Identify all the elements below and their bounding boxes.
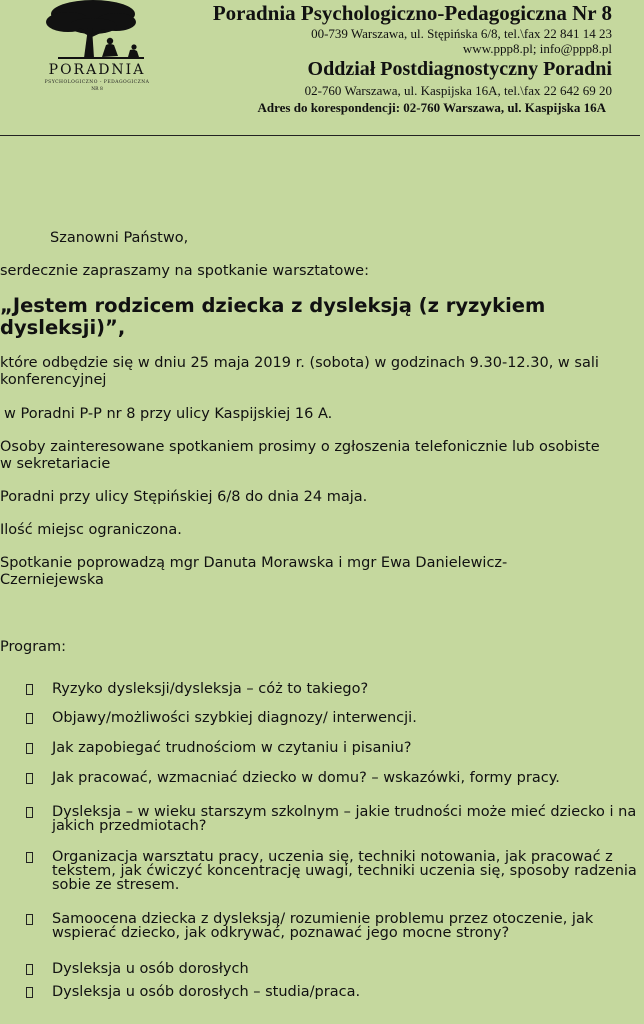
missing-glyph-box-icon	[26, 773, 33, 784]
program-item-text: Samoocena dziecka z dysleksją/ rozumienie problemu przez otoczenie, jak wspierać dziecko, jak odkrywać, poznawać jego mocne strony?	[52, 911, 594, 941]
program-item-text: Dysleksja – w wieku starszym szkolnym – jakie trudności może mieć dziecko i na jakich przedmiotach?	[52, 804, 637, 834]
program-item-text: Objawy/możliwości szybkiej diagnozy/ interwencji.	[52, 710, 417, 726]
program-item-text: Jak zapobiegać trudnościom w czytaniu i pisaniu?	[52, 740, 412, 756]
institution-address: 00-739 Warszawa, ul. Stępińska 6/8, tel.\fax 22 841 14 23	[311, 26, 612, 41]
logo-wordmark: PORADNIA	[48, 62, 146, 78]
department-address: 02-760 Warszawa, ul. Kaspijska 16A, tel.\fax 22 642 69 20	[304, 83, 612, 98]
program-item-text: Organizacja warsztatu pracy, uczenia się, techniki notowania, jak pracować z tekstem, jak ćwiczyć koncentrację uwagi, techniki uczenia się, sposoby radzenia sobie ze stresem.	[52, 849, 637, 893]
missing-glyph-box-icon	[26, 684, 33, 695]
workshop-location: w Poradni P-P nr 8 przy ulicy Kaspijskiej 16 A.	[4, 406, 333, 422]
logo-subtitle: PSYCHOLOGICZNO - PEDAGOGICZNA	[44, 80, 150, 85]
program-item-text: Ryzyko dysleksji/dysleksja – cóż to takiego?	[52, 681, 369, 697]
missing-glyph-box-icon	[26, 852, 33, 863]
missing-glyph-box-icon	[26, 914, 33, 925]
department-name: Oddział Postdiagnostyczny Poradni	[307, 58, 612, 80]
header-divider	[0, 135, 640, 136]
invitation-line: serdecznie zapraszamy na spotkanie warsztatowe:	[0, 263, 369, 279]
tree-logo-icon	[38, 0, 156, 62]
seat-limit-note: Ilość miejsc ograniczona.	[0, 522, 182, 538]
missing-glyph-box-icon	[26, 964, 33, 975]
program-item-text: Jak pracować, wzmacniać dziecko w domu? – wskazówki, formy pracy.	[52, 770, 560, 786]
program-item-text: Dysleksja u osób dorosłych – studia/praca.	[52, 984, 361, 1000]
missing-glyph-box-icon	[26, 743, 33, 754]
letterhead	[0, 0, 644, 140]
institution-name: Poradnia Psychologiczno-Pedagogiczna Nr 8	[212, 1, 612, 25]
greeting: Szanowni Państwo,	[50, 230, 189, 246]
missing-glyph-box-icon	[26, 987, 33, 998]
program-label: Program:	[0, 639, 67, 655]
registration-deadline: Poradni przy ulicy Stępińskiej 6/8 do dnia 24 maja.	[0, 489, 368, 505]
registration-info: Osoby zainteresowane spotkaniem prosimy o zgłoszenia telefonicznie lub osobiste w sekretariacie	[0, 439, 600, 472]
correspondence-address: Adres do korespondencji: 02-760 Warszawa, ul. Kaspijska 16A	[257, 100, 606, 115]
workshop-date-time: które odbędzie się w dniu 25 maja 2019 r. (sobota) w godzinach 9.30-12.30, w sali konferencyjnej	[0, 355, 599, 388]
program-item-text: Dysleksja u osób dorosłych	[52, 961, 249, 977]
poradnia-logo	[38, 0, 156, 100]
logo-number: NR 8	[91, 87, 103, 92]
missing-glyph-box-icon	[26, 713, 33, 724]
workshop-title: „Jestem rodzicem dziecka z dysleksją (z ryzykiem dysleksji)”,	[0, 294, 546, 339]
missing-glyph-box-icon	[26, 807, 33, 818]
workshop-leaders: Spotkanie poprowadzą mgr Danuta Morawska i mgr Ewa Danielewicz-Czerniejewska	[0, 555, 508, 588]
institution-web-email[interactable]: www.ppp8.pl; info@ppp8.pl	[462, 41, 612, 56]
